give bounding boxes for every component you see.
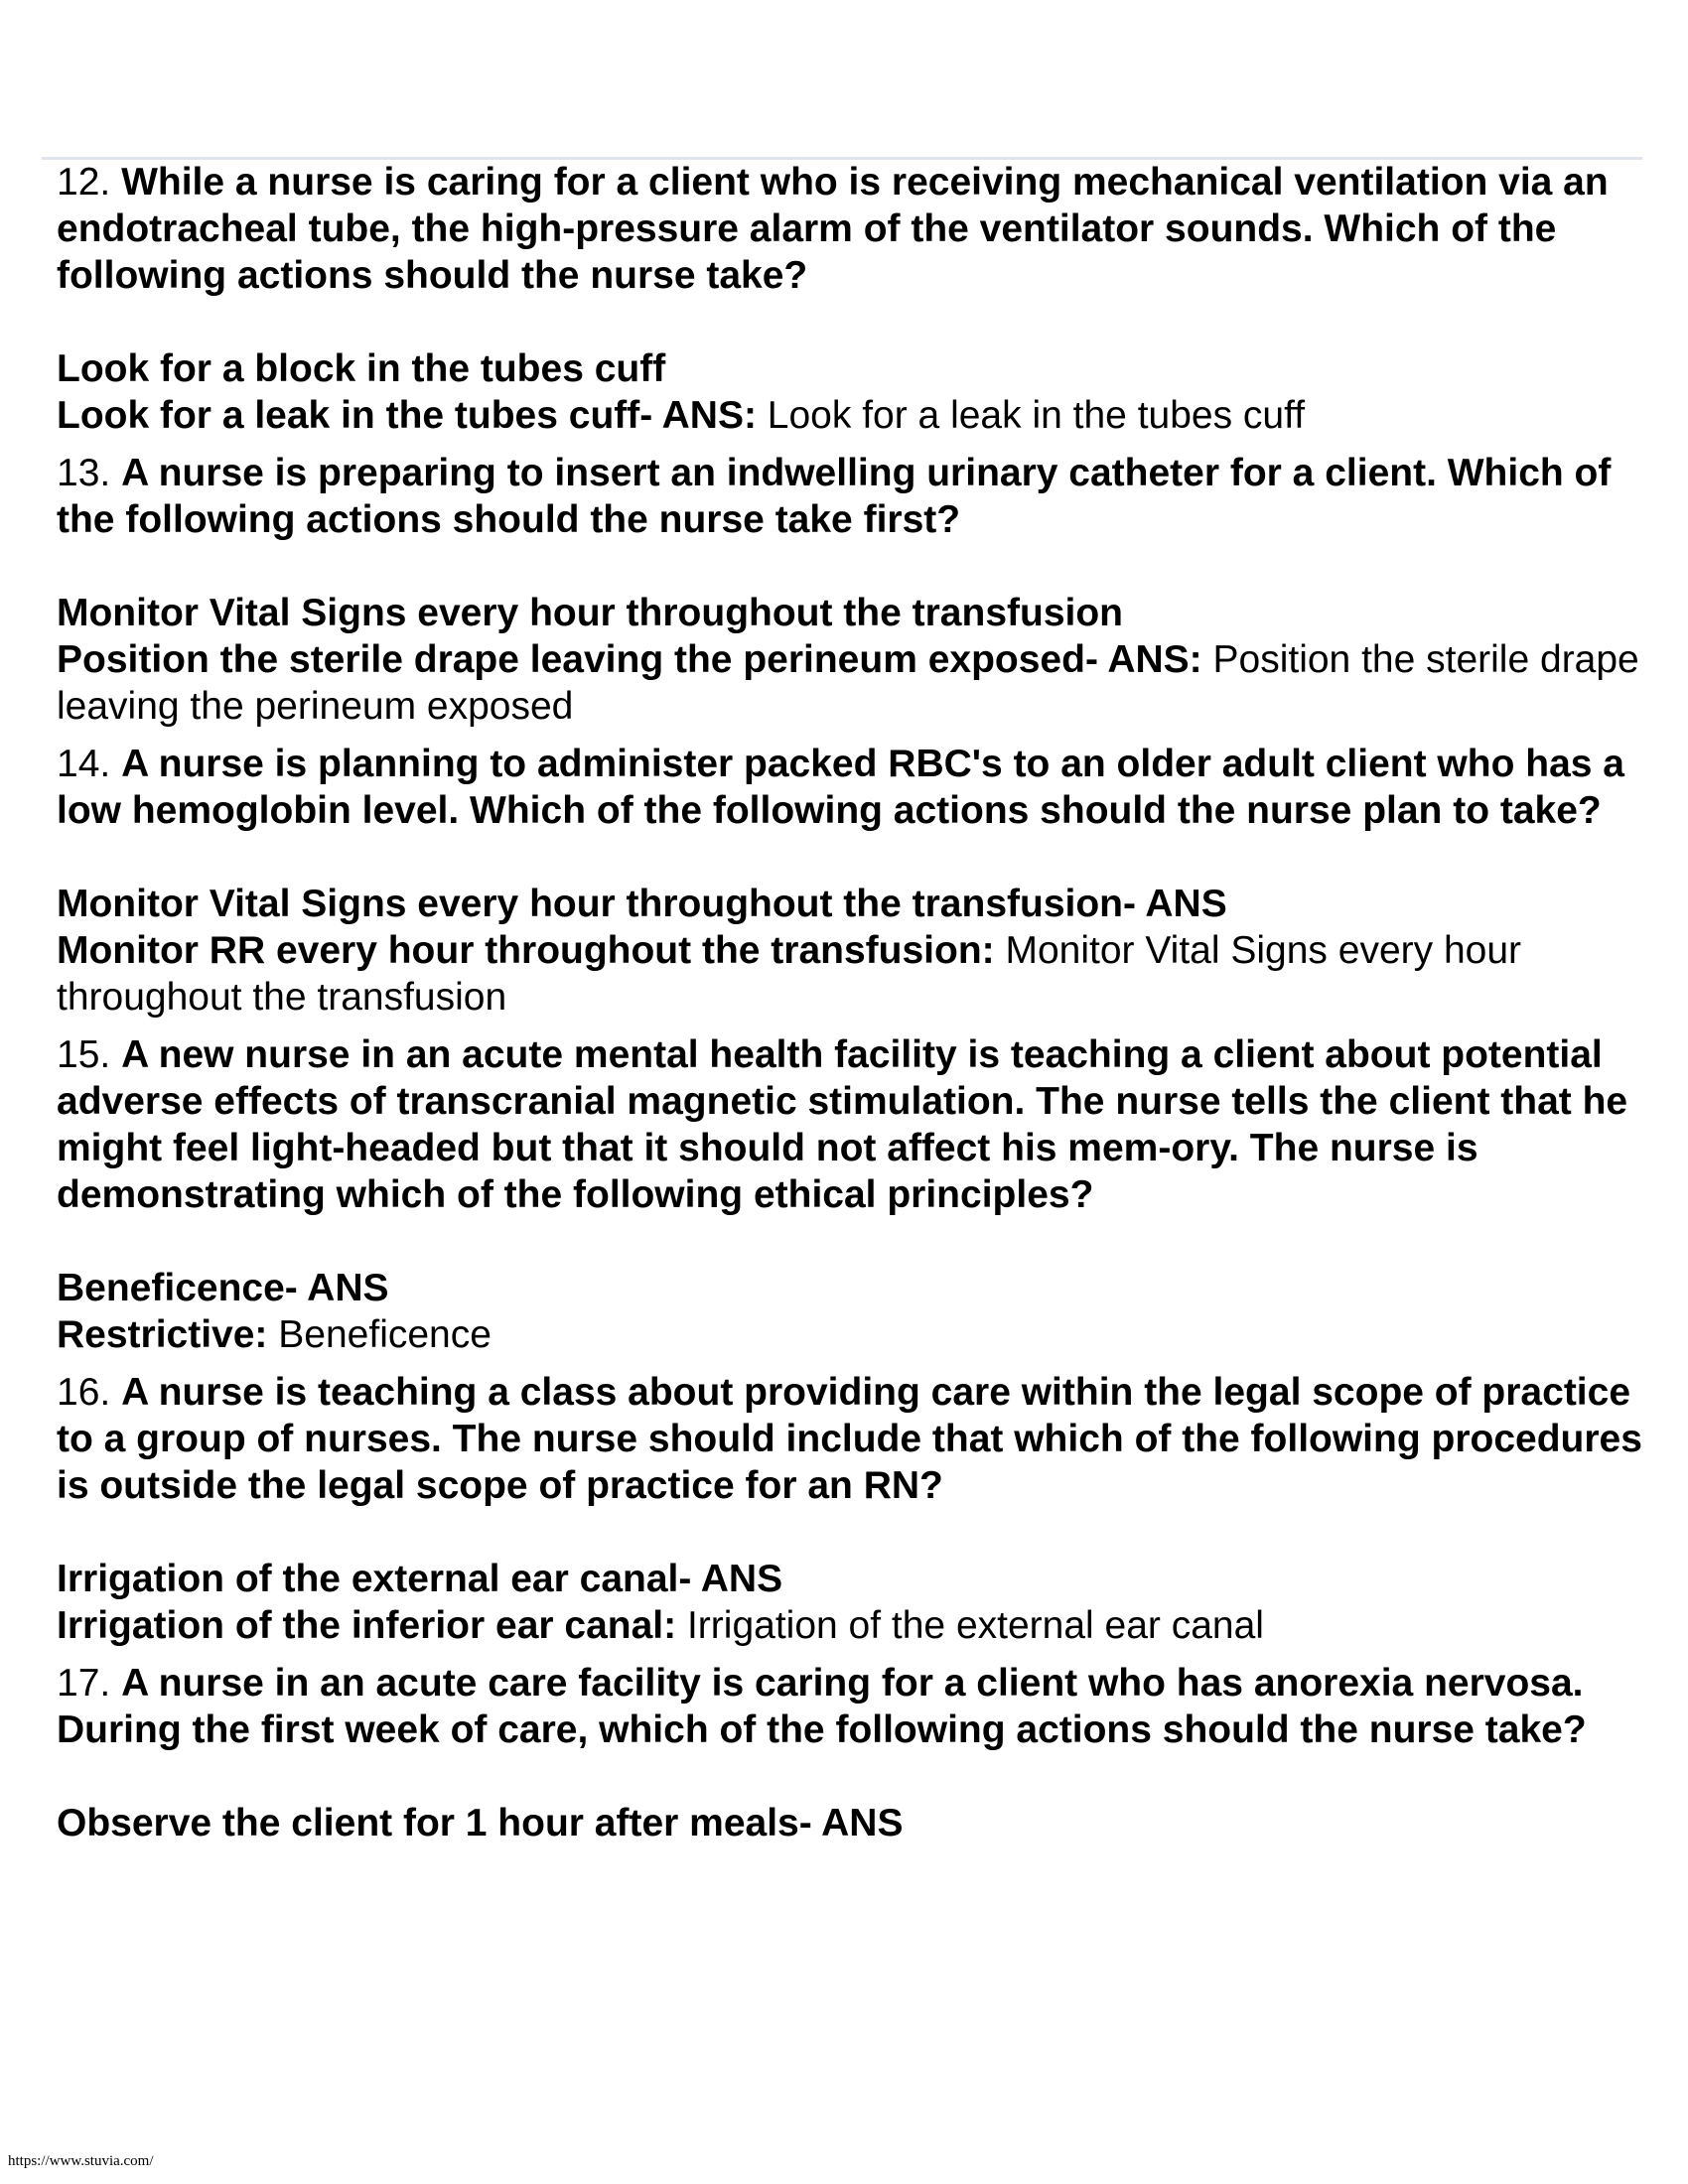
question-block-13: [57, 450, 1645, 730]
option-1: Look for a block in the tubes cuff: [57, 347, 666, 390]
answer-line: [57, 1602, 1645, 1649]
question-stem: While a nurse is caring for a client who is receiving mechanical ventilation via an endotracheal tube, the high-pressure alarm of the ventilator sounds. Which of the following actions should the nurse take?: [57, 161, 1609, 297]
option-1: Beneficence- ANS: [57, 1267, 389, 1309]
spacer: [57, 1509, 1645, 1556]
option-2: Restrictive:: [57, 1313, 268, 1356]
question-text: [57, 1660, 1645, 1753]
question-stem: A nurse is teaching a class about providing care within the legal scope of practice to a group of nurses. The nurse should include that which of the following procedures is outside the legal scope of practice for an RN?: [57, 1371, 1642, 1507]
question-stem: A nurse is preparing to insert an indwelling urinary catheter for a client. Which of the following actions should the nurse take first?: [57, 452, 1612, 541]
document-body: [57, 159, 1645, 1846]
answer-line: [57, 636, 1645, 730]
question-number: 15.: [57, 1033, 111, 1076]
spacer: [57, 543, 1645, 590]
question-stem: A nurse is planning to administer packed RBC's to an older adult client who has a low hemoglobin level. Which of the following actions should the nurse plan to take?: [57, 743, 1624, 832]
answer-text: Look for a leak in the tubes cuff: [767, 394, 1306, 437]
question-block-14: [57, 741, 1645, 1021]
question-block-12: [57, 159, 1645, 439]
spacer: [57, 1218, 1645, 1265]
question-number: 12.: [57, 161, 111, 204]
footer-url[interactable]: https://www.stuvia.com/: [8, 2153, 154, 2169]
spacer: [57, 299, 1645, 345]
question-block-17: [57, 1660, 1645, 1846]
answer-text: Irrigation of the external ear canal: [686, 1604, 1264, 1647]
question-text: [57, 159, 1645, 299]
spacer: [57, 1753, 1645, 1800]
question-text: [57, 1369, 1645, 1509]
option-2: Position the sterile drape leaving the perineum exposed- ANS:: [57, 638, 1202, 681]
answer-line: [57, 927, 1645, 1021]
answer-line: [57, 1311, 1645, 1358]
spacer: [57, 834, 1645, 881]
answer-text: Beneficence: [278, 1313, 492, 1356]
question-number: 16.: [57, 1371, 111, 1414]
answer-text: Monitor Vital Signs every hour throughout the transfusion: [57, 929, 1522, 1019]
question-stem: A new nurse in an acute mental health facility is teaching a client about potential adverse effects of transcranial magnetic stimulation. The nurse tells the client that he might feel light-headed but that it should not affect his mem-ory. The nurse is demonstrating which of the following ethical principles?: [57, 1033, 1628, 1216]
question-block-15: [57, 1031, 1645, 1358]
answer-text: Position the sterile drape leaving the perineum exposed: [57, 638, 1639, 728]
question-text: [57, 450, 1645, 543]
question-block-16: [57, 1369, 1645, 1649]
option-2: Irrigation of the inferior ear canal:: [57, 1604, 677, 1647]
question-number: 17.: [57, 1662, 111, 1705]
question-stem: A nurse in an acute care facility is caring for a client who has anorexia nervosa. During the first week of care, which of the following actions should the nurse take?: [57, 1662, 1587, 1751]
question-number: 13.: [57, 452, 111, 494]
answer-line: [57, 392, 1645, 439]
option-1: Observe the client for 1 hour after meals- ANS: [57, 1802, 904, 1844]
option-2: Monitor RR every hour throughout the transfusion:: [57, 929, 995, 972]
option-1: Monitor Vital Signs every hour throughout the transfusion- ANS: [57, 883, 1227, 925]
question-text: [57, 741, 1645, 834]
question-text: [57, 1031, 1645, 1218]
option-1: Monitor Vital Signs every hour throughout the transfusion: [57, 592, 1123, 634]
option-1: Irrigation of the external ear canal- ANS: [57, 1558, 783, 1600]
option-2: Look for a leak in the tubes cuff- ANS:: [57, 394, 757, 437]
question-number: 14.: [57, 743, 111, 785]
